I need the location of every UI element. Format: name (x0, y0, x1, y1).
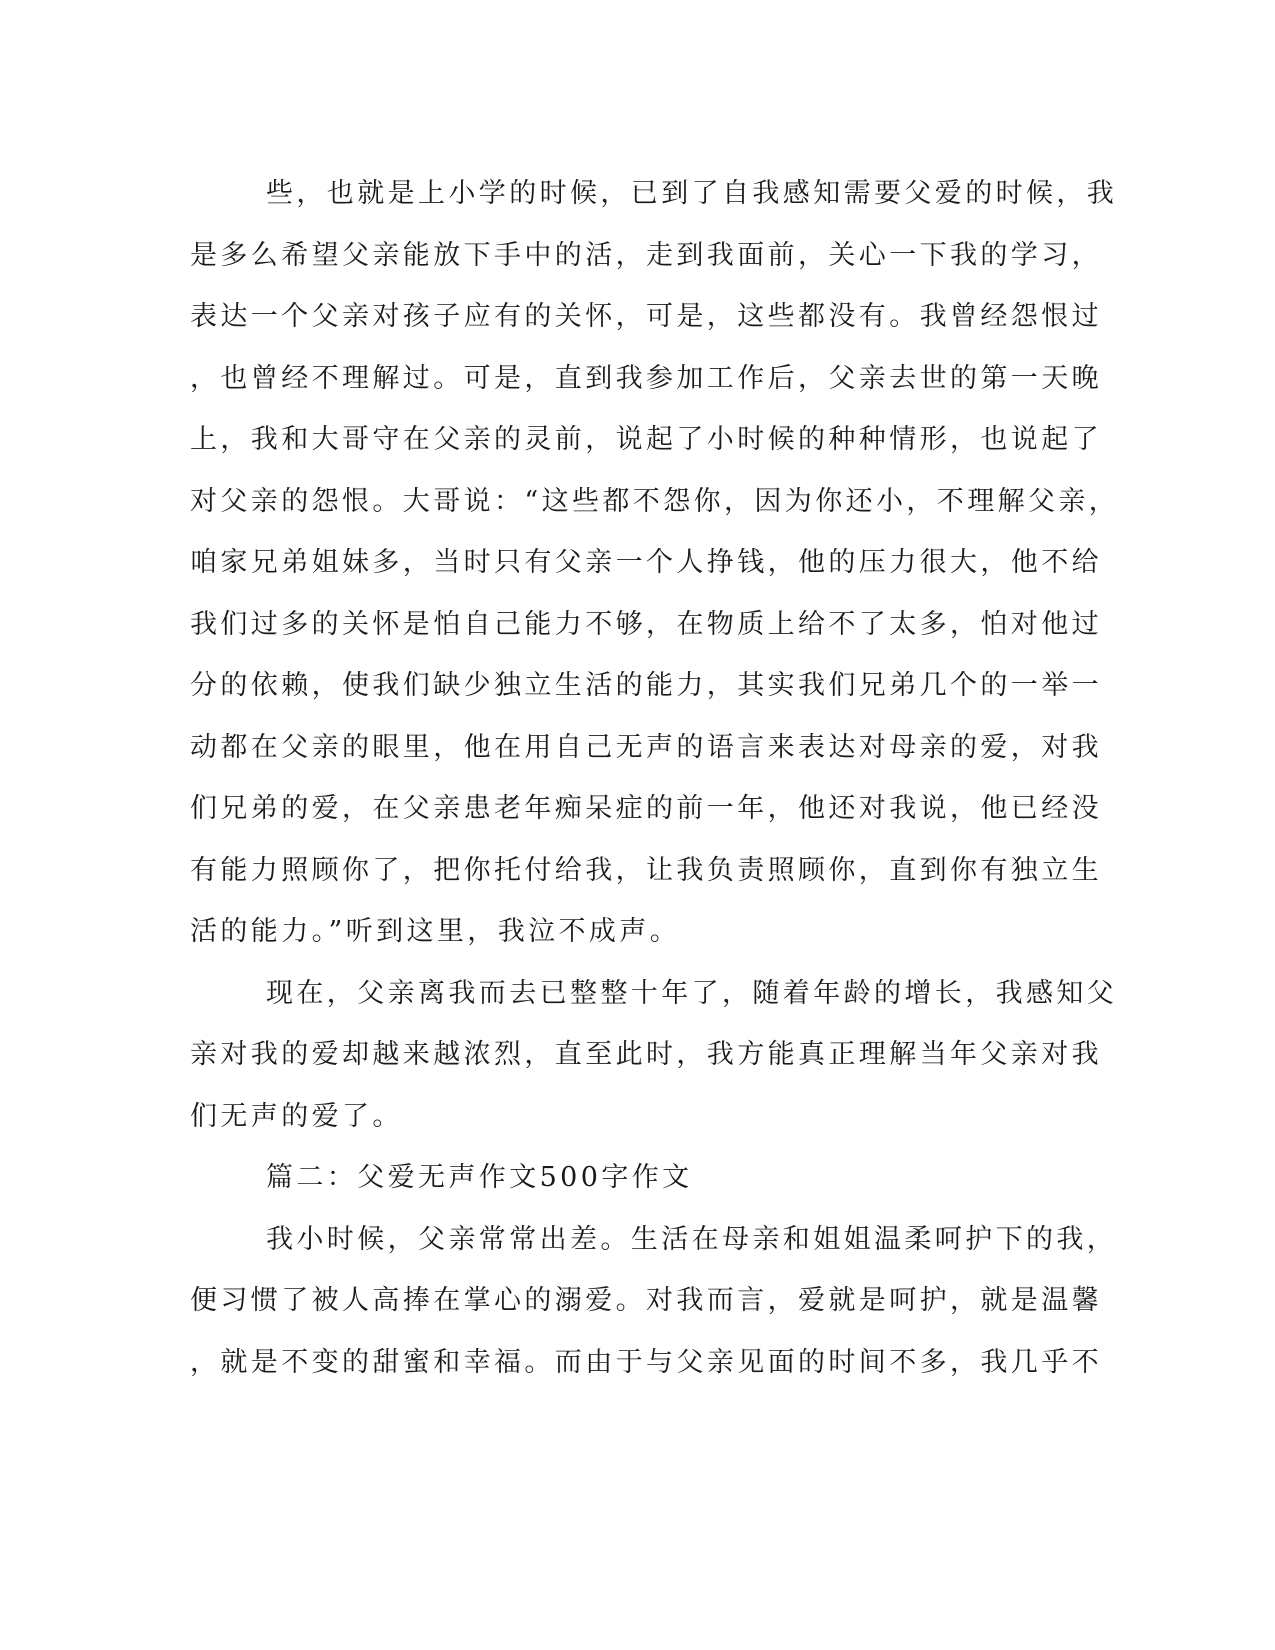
text-line: 我们过多的关怀是怕自己能力不够，在物质上给不了太多，怕对他过 (190, 608, 1102, 640)
text-line: 有能力照顾你了，把你托付给我，让我负责照顾你，直到你有独立生 (190, 854, 1102, 886)
text-line: 们兄弟的爱，在父亲患老年痴呆症的前一年，他还对我说，他已经没 (190, 793, 1102, 824)
text-line: 亲对我的爱却越来越浓烈，直至此时，我方能真正理解当年父亲对我 (190, 1039, 1102, 1070)
text-line: 活的能力。”听到这里，我泣不成声。 (190, 916, 681, 947)
text-line: 现在，父亲离我而去已整整十年了，随着年龄的增长，我感知父 (266, 977, 1118, 1009)
essay-text (190, 163, 1120, 1393)
text-line: 对父亲的怨恨。大哥说：“这些都不怨你，因为你还小，不理解父亲， (190, 485, 1120, 517)
text-line: ，就是不变的甜蜜和幸福。而由于与父亲见面的时间不多，我几乎不 (190, 1346, 1102, 1378)
text-line: 上，我和大哥守在父亲的灵前，说起了小时候的种种情形，也说起了 (190, 424, 1102, 455)
text-line: 表达一个父亲对孩子应有的关怀，可是，这些都没有。我曾经怨恨过 (190, 301, 1102, 332)
text-line: ，也曾经不理解过。可是，直到我参加工作后，父亲去世的第一天晚 (190, 362, 1102, 394)
text-line: 咱家兄弟姐妹多，当时只有父亲一个人挣钱，他的压力很大，他不给 (190, 547, 1102, 578)
text-line: 动都在父亲的眼里，他在用自己无声的语言来表达对母亲的爱，对我 (190, 731, 1102, 763)
text-line: 便习惯了被人高捧在掌心的溺爱。对我而言，爱就是呵护，就是温馨 (190, 1285, 1102, 1316)
text-line: 我小时候，父亲常常出差。生活在母亲和姐姐温柔呵护下的我， (266, 1223, 1118, 1255)
text-line: 是多么希望父亲能放下手中的活，走到我面前，关心一下我的学习， (190, 239, 1102, 271)
text-line: 些，也就是上小学的时候，已到了自我感知需要父爱的时候，我 (266, 178, 1118, 209)
section-heading: 篇二：父爱无声作文500字作文 (266, 1162, 693, 1193)
text-line: 们无声的爱了。 (190, 1100, 403, 1132)
text-line: 分的依赖，使我们缺少独立生活的能力，其实我们兄弟几个的一举一 (190, 670, 1102, 701)
